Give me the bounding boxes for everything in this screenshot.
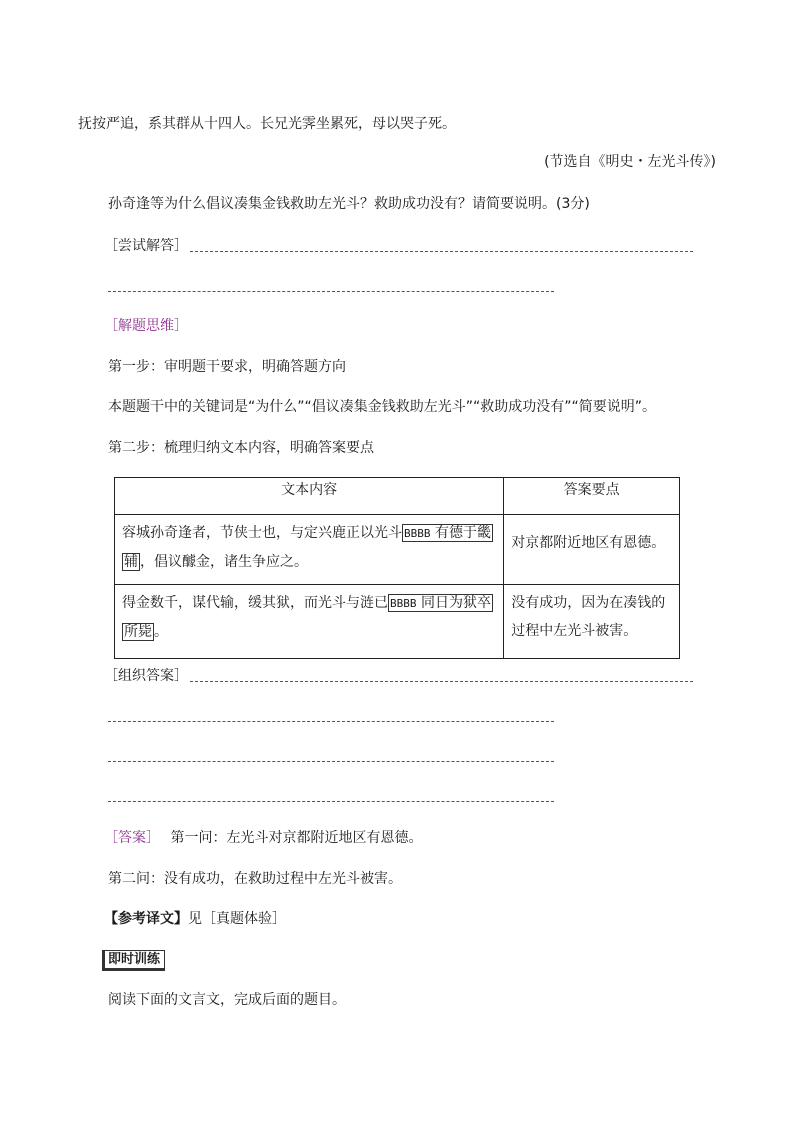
table-header-row <box>115 478 680 515</box>
organize-answer-line-2[interactable] <box>108 721 554 722</box>
row-answer-cell: 没有成功，因为在凑钱的 过程中左光斗被害。 <box>504 585 680 659</box>
training-tag: 即时训练 <box>102 950 165 971</box>
answer-label: ［答案］ <box>104 830 160 846</box>
reference-text: 见［真题体验］ <box>188 911 286 927</box>
passage-end-text: 抚按严追，系其群从十四人。长兄光霁坐累死，母以哭子死。 <box>78 116 456 132</box>
step-two-text: 第二步：梳理归纳文本内容，明确答案要点 <box>108 440 374 456</box>
step-one-text: 第一步：审明题干要求，明确答题方向 <box>108 359 346 375</box>
keywords-text: 本题题干中的关键词是“为什么”“倡议凑集金钱救助左光斗”“救助成功没有”“简要说明”。 <box>108 399 657 415</box>
attempt-label: ［尝试解答］ <box>104 238 188 254</box>
table-row <box>115 585 680 659</box>
source-citation: (节选自《明史・左光斗传》) <box>544 154 716 170</box>
organize-answer-line-1[interactable] <box>190 681 693 682</box>
reference-label: 【参考译文】 <box>104 911 188 927</box>
boxed-phrase: BBBB 有德于畿 <box>404 525 491 541</box>
attempt-answer-line-2[interactable] <box>108 291 554 292</box>
answer-q2: 第二问：没有成功，在救助过程中左光斗被害。 <box>108 871 402 887</box>
answer-q1: 第一问：左光斗对京都附近地区有恩德。 <box>170 830 423 846</box>
organize-answer-line-4[interactable] <box>108 801 554 802</box>
thinking-label: ［解题思维］ <box>104 318 188 334</box>
row-text-cell: 容城孙奇逢者，节侠士也，与定兴鹿正以光斗 BBBB 有德于畿 辅 ，倡议醵金，诸生争应之。 <box>115 515 504 585</box>
analysis-table <box>114 477 680 659</box>
boxed-phrase: BBBB 同日为狱卒 <box>390 595 491 611</box>
reference-row <box>104 909 286 929</box>
header-text-content: 文本内容 <box>115 478 504 515</box>
answer-row <box>104 828 422 848</box>
boxed-phrase-continued: 所毙 <box>124 624 152 640</box>
table-row <box>115 515 680 585</box>
header-answer-points: 答案要点 <box>504 478 680 515</box>
attempt-answer-line-1[interactable] <box>190 251 693 252</box>
organize-label: ［组织答案］ <box>104 668 188 684</box>
organize-answer-line-3[interactable] <box>108 761 554 762</box>
boxed-phrase-continued: 辅 <box>124 554 138 570</box>
instruction-text: 阅读下面的文言文，完成后面的题目。 <box>108 992 346 1008</box>
row-answer-cell: 对京都附近地区有恩德。 <box>504 515 680 585</box>
row-text-cell: 得金数千，谋代输，缓其狱，而光斗与涟已 BBBB 同日为狱卒 所毙 。 <box>115 585 504 659</box>
question-text: 孙奇逢等为什么倡议凑集金钱救助左光斗？救助成功没有？请简要说明。(3分) <box>108 196 590 212</box>
